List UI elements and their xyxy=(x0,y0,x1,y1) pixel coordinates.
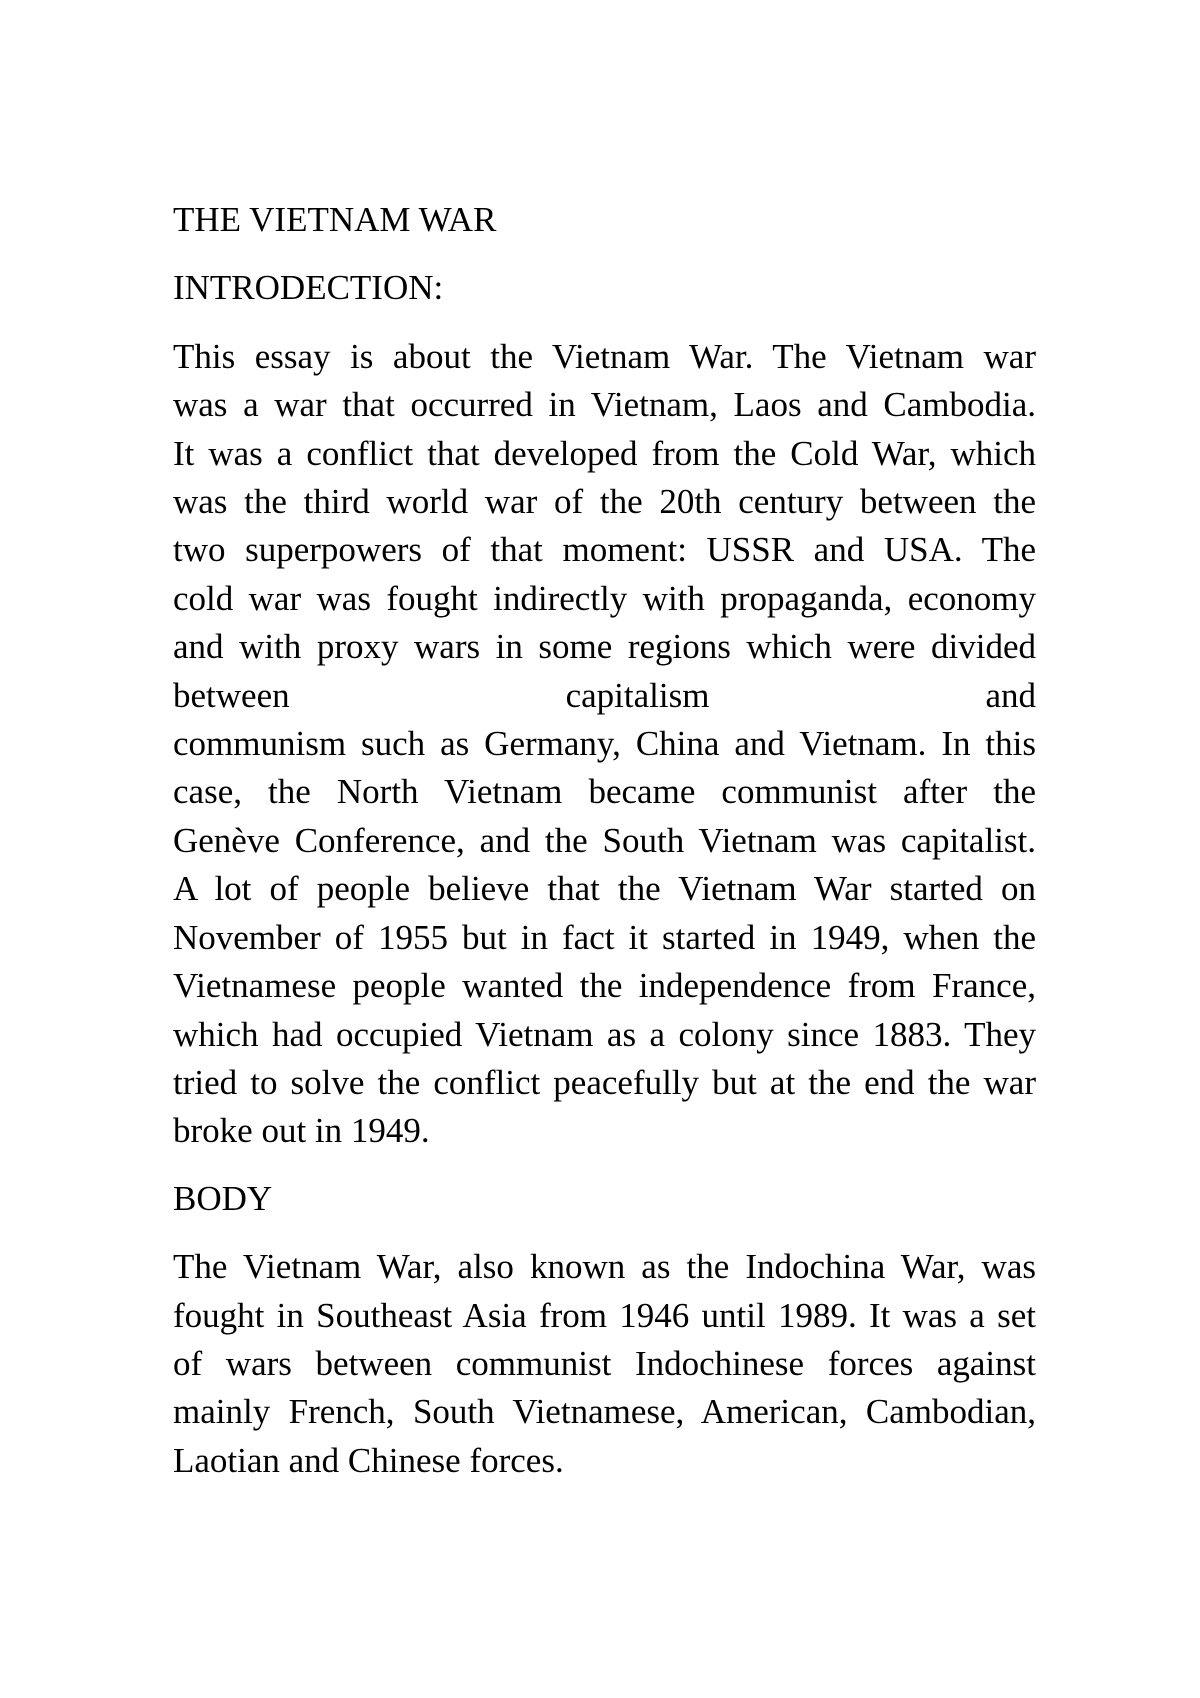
intro-line: cold war was fought indirectly with propaganda, economy xyxy=(173,578,1036,618)
intro-line: A lot of people believe that the Vietnam War started on xyxy=(173,869,1036,909)
intro-line: which had occupied Vietnam as a colony since 1883. They xyxy=(173,1014,1036,1054)
intro-heading: INTRODECTION: xyxy=(173,268,444,308)
body-paragraph xyxy=(173,1243,1036,1485)
intro-line: tried to solve the conflict peacefully but at the end the war xyxy=(173,1062,1036,1102)
intro-line: and with proxy wars in some regions which were divided xyxy=(173,627,1036,667)
intro-line: between capitalism and xyxy=(173,675,1036,715)
body-line: fought in Southeast Asia from 1946 until 1989. It was a set xyxy=(173,1295,1036,1335)
intro-line: November of 1955 but in fact it started in 1949, when the xyxy=(173,917,1036,957)
body-heading: BODY xyxy=(173,1178,273,1218)
intro-line: Genève Conference, and the South Vietnam was capitalist. xyxy=(173,820,1036,860)
intro-line: Vietnamese people wanted the independence from France, xyxy=(173,966,1036,1006)
document-page xyxy=(173,196,1036,1504)
intro-paragraph xyxy=(173,333,1036,1156)
intro-line: communism such as Germany, China and Vietnam. In this xyxy=(173,724,1036,764)
body-line: of wars between communist Indochinese forces against xyxy=(173,1343,1036,1383)
intro-line: It was a conflict that developed from the Cold War, which xyxy=(173,433,1036,473)
intro-line: was the third world war of the 20th century between the xyxy=(173,482,1036,522)
intro-line: case, the North Vietnam became communist after the xyxy=(173,772,1036,812)
intro-line: two superpowers of that moment: USSR and USA. The xyxy=(173,530,1036,570)
body-line: Laotian and Chinese forces. xyxy=(173,1440,564,1480)
body-line: mainly French, South Vietnamese, American, Cambodian, xyxy=(173,1392,1036,1432)
intro-line: This essay is about the Vietnam War. The Vietnam war xyxy=(173,336,1036,376)
intro-line: broke out in 1949. xyxy=(173,1111,430,1151)
intro-line: was a war that occurred in Vietnam, Laos and Cambodia. xyxy=(173,385,1036,425)
document-title: THE VIETNAM WAR xyxy=(173,200,497,239)
body-line: The Vietnam War, also known as the Indochina War, was xyxy=(173,1247,1036,1287)
